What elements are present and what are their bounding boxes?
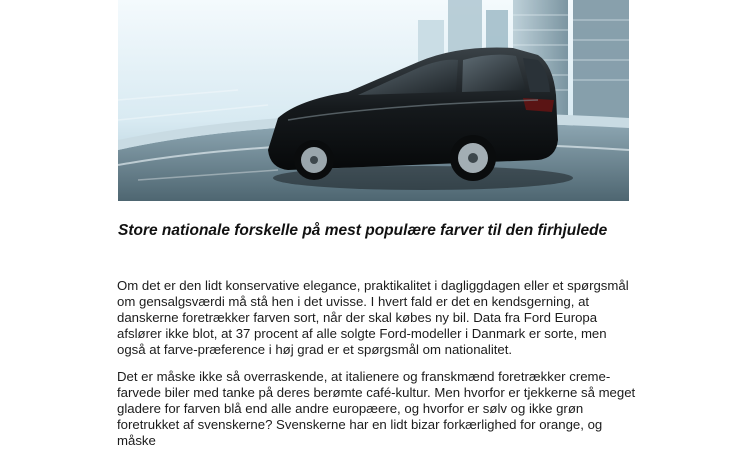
article-paragraph: Om det er den lidt konservative elegance, praktikalitet i dagliggdagen eller et spørgsmål om gensalgsværdi må stå hen i det uvisse. I hvert fald er det en kendsgerning, at danskerne foretrækker farven sort, når der skal købes ny bil. Data fra Ford Europa afslører ikke blot, at 37 procent af alle solgte Ford-modeller i Danmark er sorte, men også at farve-præference i høj grad er et spørgsmål om nationalitet. (117, 278, 629, 357)
article-paragraph: Det er måske ikke så overraskende, at italienere og franskmænd foretrækker creme-farvede biler med tanke på deres berømte café-kultur. Men hvorfor er tjekkerne så meget gladere for farven blå end alle andre europæere, og hvorfor er sølv og ikke grøn foretrukket af svenskerne? Svenskerne har en lidt bizar forkærlighed for orange, og måske (117, 369, 636, 448)
hero-image (118, 0, 629, 201)
article-headline: Store nationale forskelle på mest populære farver til den firhjulede (118, 222, 608, 239)
car-photo-illustration (118, 0, 629, 201)
